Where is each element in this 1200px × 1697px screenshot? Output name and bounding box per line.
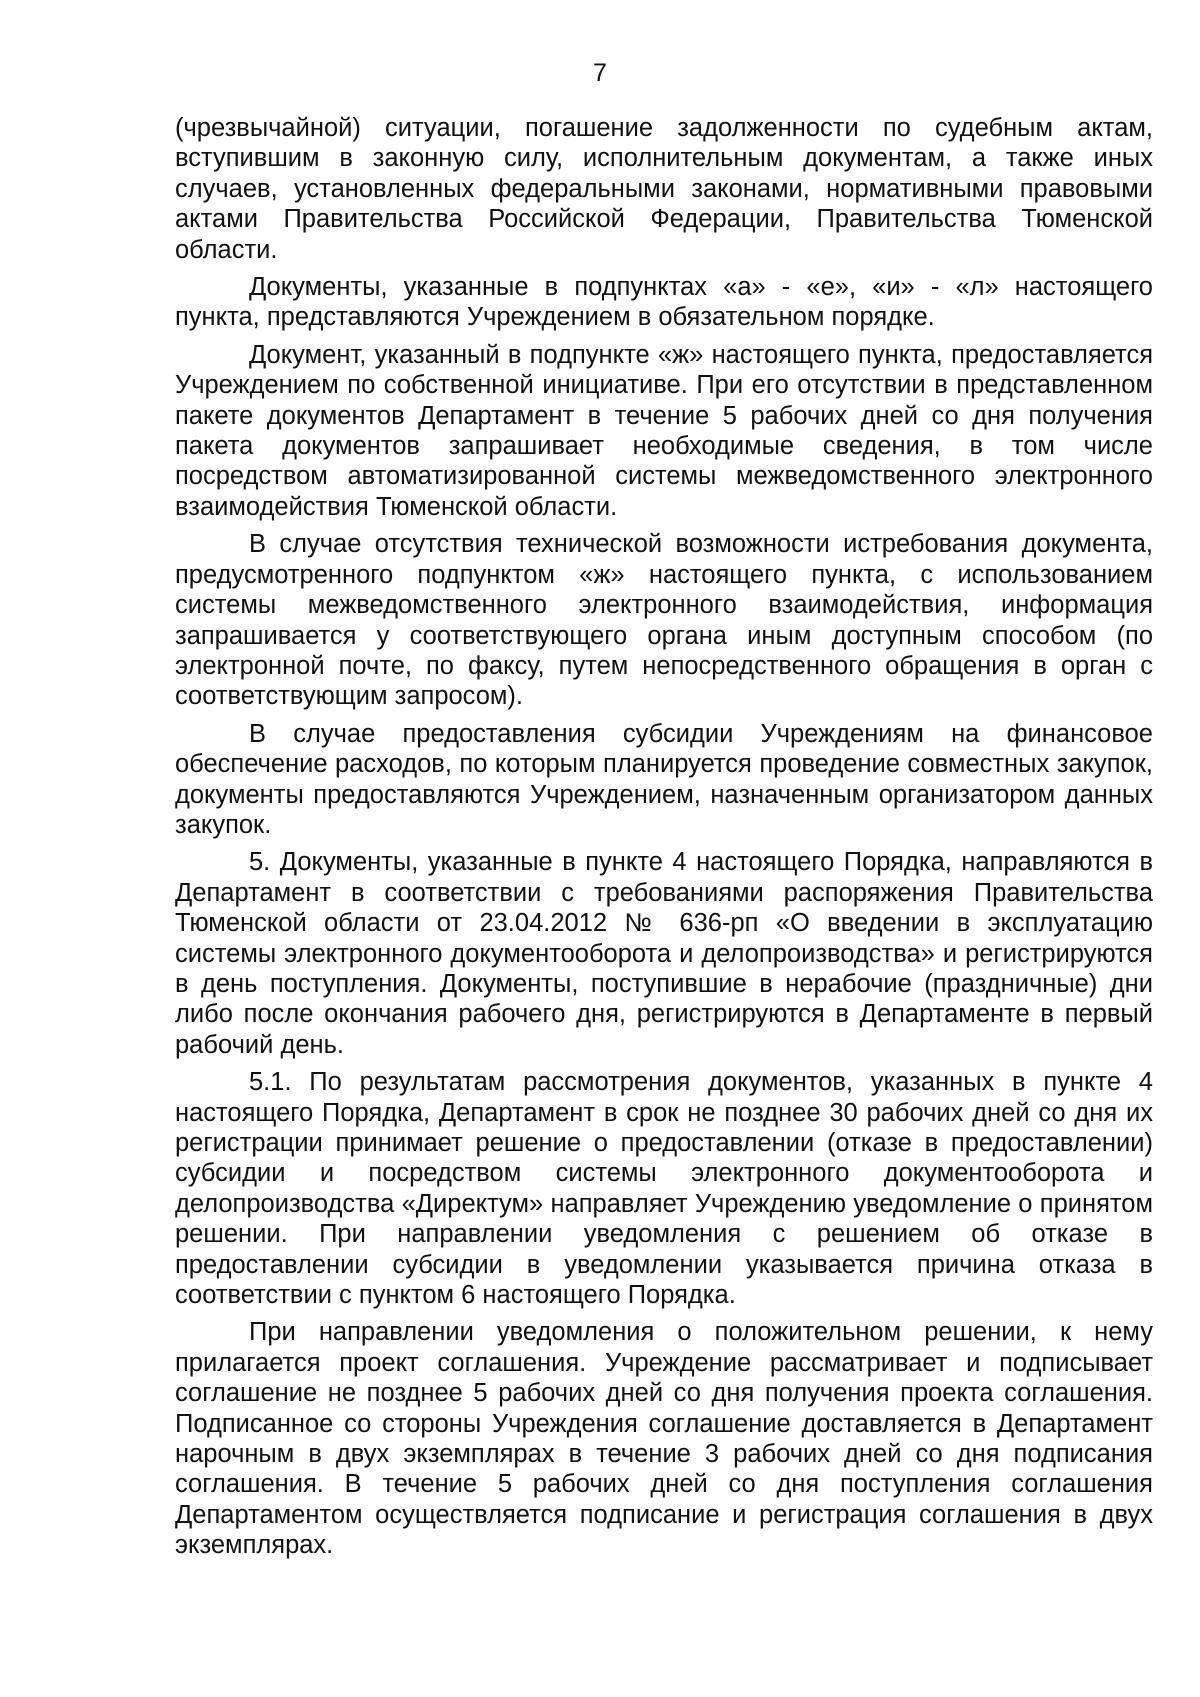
paragraph-item-5: 5. Документы, указанные в пункте 4 настоящего Порядка, направляются в Департамент в соответствии с требованиями распоряжения Правительства Тюменской области от 23.04.2012 № 636-рп «О введении в эксплуатацию системы электронного документооборота и делопроизводства» и регистрируются в день поступления. Документы, поступившие в нерабочие (праздничные) дни либо после окончания рабочего дня, регистрируются в Департаменте в первый рабочий день. (175, 848, 1153, 1059)
paragraph-joint-purchases: В случае предоставления субсидии Учреждениям на финансовое обеспечение расходов, по которым планируется проведение совместных закупок, документы предоставляются Учреждением, назначенным организатором данных закупок. (175, 719, 1153, 839)
paragraph-positive-decision: При направлении уведомления о положительном решении, к нему прилагается проект соглашения. Учреждение рассматривает и подписывает соглашение не позднее 5 рабочих дней со дня получения проекта соглашения. Подписанное со стороны Учреждения соглашение доставляется в Департамент нарочным в двух экземплярах в течение 3 рабочих дней со дня подписания соглашения. В течение 5 рабочих дней со дня поступления соглашения Департаментом осуществляется подписание и регистрация соглашения в двух экземплярах. (175, 1318, 1153, 1560)
paragraph-item-5-1: 5.1. По результатам рассмотрения документов, указанных в пункте 4 настоящего Порядка, Департамент в срок не позднее 30 рабочих дней со дня их регистрации принимает решение о предоставлении (отказе в предоставлении) субсидии и посредством системы электронного документооборота и делопроизводства «Директум» направляет Учреждению уведомление о принятом решении. При направлении уведомления с решением об отказе в предоставлении субсидии в уведомлении указывается причина отказа в соответствии с пунктом 6 настоящего Порядка. (175, 1068, 1153, 1310)
paragraph-document-initiative: Документ, указанный в подпункте «ж» настоящего пункта, предоставляется Учреждением по собственной инициативе. При его отсутствии в представленном пакете документов Департамент в течение 5 рабочих дней со дня получения пакета документов запрашивает необходимые сведения, в том числе посредством автоматизированной системы межведомственного электронного взаимодействия Тюменской области. (175, 340, 1153, 521)
paragraph-continuation: (чрезвычайной) ситуации, погашение задолженности по судебным актам, вступившим в законную силу, исполнительным документам, а также иных случаев, установленных федеральными законами, нормативными правовыми актами Правительства Российской Федерации, Правительства Тюменской области. (175, 114, 1153, 264)
document-body (175, 113, 1153, 1568)
paragraph-mandatory-documents: Документы, указанные в подпунктах «а» - «е», «и» - «л» настоящего пункта, представляются Учреждением в обязательном порядке. (175, 273, 1153, 332)
page-number: 7 (593, 59, 607, 87)
paragraph-technical-absence: В случае отсутствия технической возможности истребования документа, предусмотренного подпунктом «ж» настоящего пункта, с использованием системы межведомственного электронного взаимодействия, информация запрашивается у соответствующего органа иным доступным способом (по электронной почте, по факсу, путем непосредственного обращения в орган с соответствующим запросом). (175, 530, 1153, 711)
